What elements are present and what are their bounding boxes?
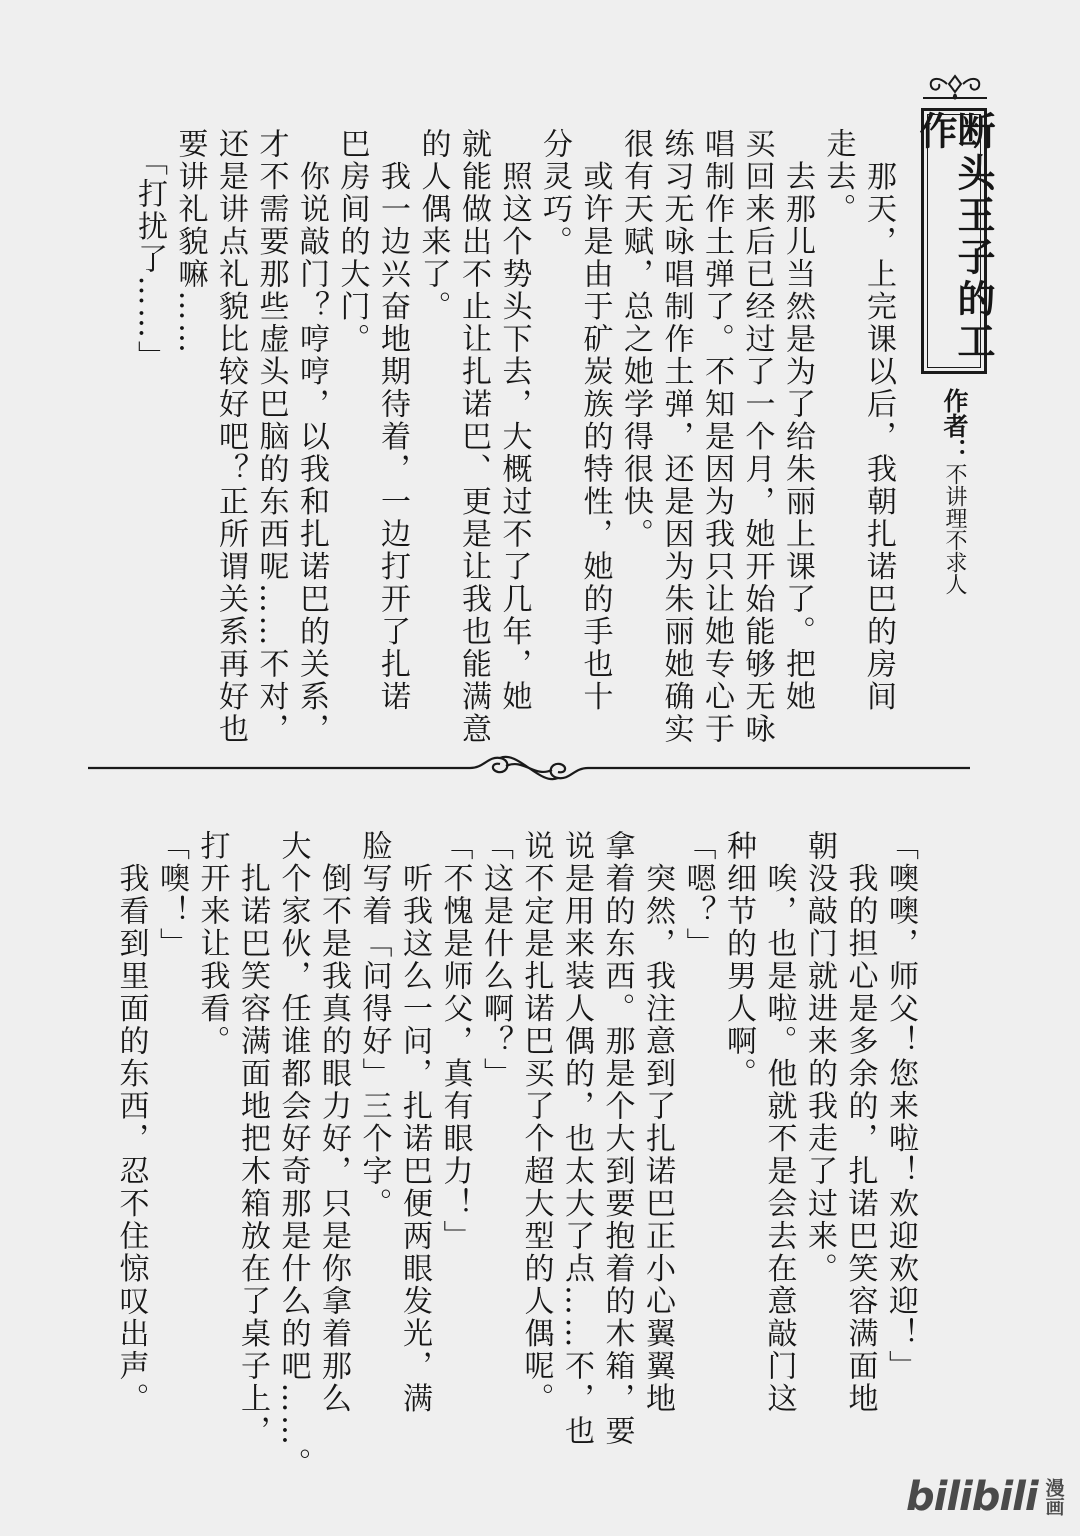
text-line: 巴房间的大门。 <box>334 128 370 356</box>
text-line: 大个家伙，任谁都会好奇那是什么的吧……。 <box>275 830 311 1480</box>
logo-text: bilibili <box>906 1474 1038 1520</box>
text-line: 种细节的男人啊。 <box>721 830 756 1090</box>
text-line: 「嗯？」 <box>680 830 716 960</box>
text-line: 很有天赋，总之她学得很快。 <box>618 128 653 551</box>
text-line: 我一边兴奋地期待着，一边打开了扎诺 <box>375 128 410 713</box>
text-line: 「打扰了……」 <box>132 128 167 373</box>
text-line: 听我这么一问，扎诺巴便两眼发光，满 <box>397 830 432 1415</box>
text-line: 就能做出不止让扎诺巴、更是让我也能满意 <box>456 128 491 746</box>
text-line: 我的担心是多余的，扎诺巴笑容满面地 <box>842 830 878 1415</box>
section-divider-icon <box>88 742 970 794</box>
text-line: 唉，也是啦。他就不是会去在意敲门这 <box>761 830 797 1415</box>
text-line: 朝没敲门就进来的我走了过来。 <box>802 830 837 1285</box>
text-block-top <box>98 128 898 746</box>
text-line: 脸写着「问得好」三个字。 <box>356 830 392 1220</box>
text-line: 才不需要那些虚头巴脑的东西呢……不对， <box>253 128 289 746</box>
text-line: 「不愧是师父，真有眼力！」 <box>437 830 473 1253</box>
text-line: 要讲礼貌嘛…… <box>172 128 208 356</box>
author-label: 作者： <box>940 388 969 463</box>
text-line: 练习无咏唱制作土弹，还是因为朱丽她确实 <box>658 128 694 746</box>
text-line: 「噢！」 <box>154 830 189 960</box>
text-line: 突然，我注意到了扎诺巴正小心翼翼地 <box>640 830 675 1415</box>
title-box <box>913 108 996 374</box>
text-line: 走去。 <box>820 128 856 226</box>
text-line: 的人偶来了。 <box>415 128 451 323</box>
text-line: 「这是什么啊？」 <box>478 830 513 1090</box>
text-line: 扎诺巴笑容满面地把木箱放在了桌子上， <box>235 830 270 1448</box>
text-line: 说是用来装人偶的，也太大了点……不，也 <box>559 830 594 1448</box>
bilibili-manga-logo <box>906 1472 1066 1522</box>
text-line: 去那儿当然是为了给朱丽上课了。把她 <box>780 128 815 713</box>
text-line: 打开来让我看。 <box>194 830 230 1058</box>
text-line: 我看到里面的东西，忍不住惊叹出声。 <box>113 830 149 1415</box>
text-line: 买回来后已经过了一个月，她开始能够无咏 <box>739 128 775 746</box>
text-line: 还是讲点礼貌比较好吧？正所谓关系再好也 <box>213 128 248 746</box>
author-name: 不讲理不求人 <box>942 463 967 595</box>
text-line: 唱制作土弹了。不知是因为我只让她专心于 <box>699 128 734 746</box>
author-credit <box>932 388 976 638</box>
text-line: 倒不是我真的眼力好，只是你拿着那么 <box>316 830 351 1415</box>
text-block-bottom <box>114 830 920 1490</box>
text-line: 或许是由于矿炭族的特性，她的手也十 <box>577 128 613 713</box>
text-line: 那天，上完课以后，我朝扎诺巴的房间 <box>861 128 896 713</box>
text-line: 分灵巧。 <box>537 128 572 258</box>
logo-subtext: 漫画 <box>1042 1478 1065 1516</box>
text-line: 拿着的东西。那是个大到要抱着的木箱，要 <box>599 830 635 1448</box>
story-title: 断头王子的工作 <box>913 111 996 363</box>
top-ornament-icon <box>917 72 993 104</box>
text-line: 照这个势头下去，大概过不了几年，她 <box>496 128 532 713</box>
text-line: 你说敲门？哼哼，以我和扎诺巴的关系， <box>294 128 329 746</box>
text-line: 说不定是扎诺巴买了个超大型的人偶呢。 <box>518 830 554 1415</box>
text-line: 「噢噢，师父！您来啦！欢迎欢迎！」 <box>883 830 918 1383</box>
